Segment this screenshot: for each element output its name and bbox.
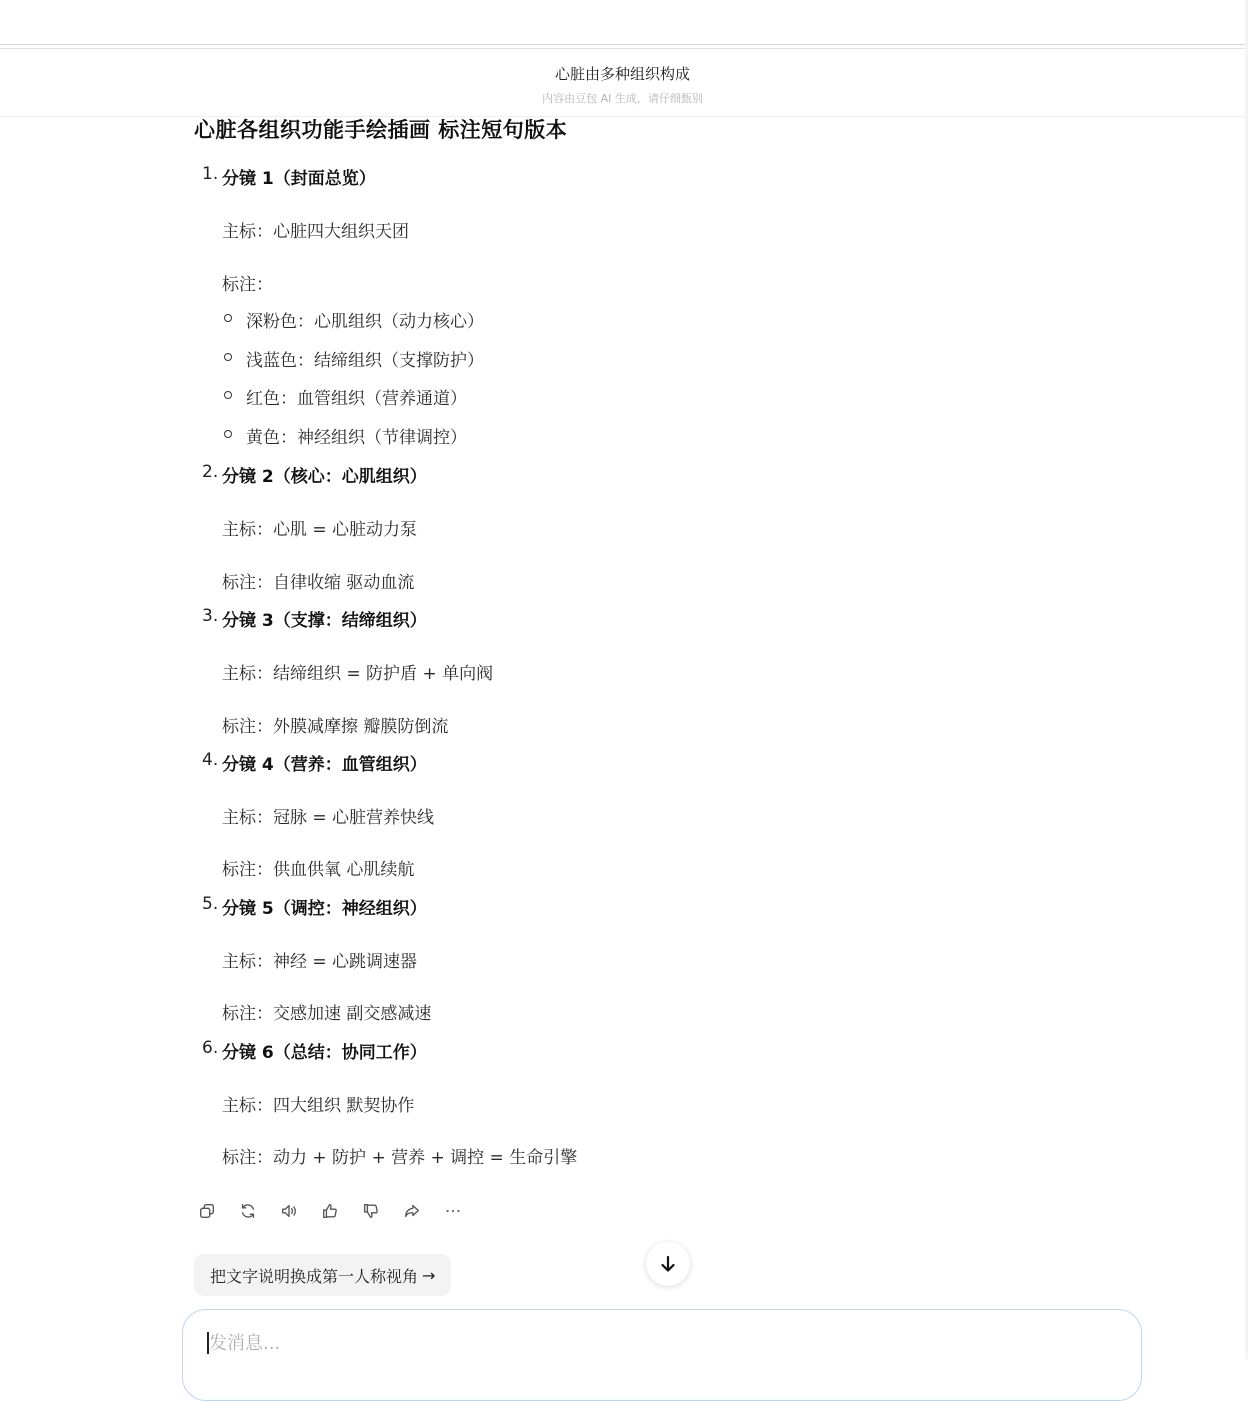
thumbs-down-icon[interactable] [358,1198,384,1224]
message-actions [194,1198,481,1224]
section-title: 分镜 1（封面总览） [222,169,376,189]
section-title: 分镜 5（调控：神经组织） [222,899,427,919]
main-label: 主标：冠脉 = 心脏营养快线 [222,808,435,828]
list-item: 浅蓝色：结缔组织（支撑防护） [246,351,484,371]
scroll-to-bottom-button[interactable] [646,1242,690,1286]
note-label: 标注：外膜减摩擦 瓣膜防倒流 [222,717,449,737]
more-icon[interactable] [440,1198,466,1224]
list-number: 3. [202,606,219,626]
main-label: 主标：心脏四大组织天团 [222,222,409,242]
bullet-icon [224,314,232,322]
regenerate-icon[interactable] [235,1198,261,1224]
document-heading: 心脏各组织功能手绘插画 标注短句版本 [194,118,568,142]
message-input[interactable] [209,1328,1089,1358]
bullet-icon [224,391,232,399]
list-number: 5. [202,894,219,914]
list-item: 深粉色：心肌组织（动力核心） [246,312,484,332]
ai-disclaimer: 内容由豆包 AI 生成，请仔细甄别 [542,92,703,105]
note-label: 标注：供血供氧 心肌续航 [222,860,415,880]
bullet-icon [224,353,232,361]
chat-title[interactable]: 心脏由多种组织构成 [554,65,690,83]
note-label: 标注：自律收缩 驱动血流 [222,573,415,593]
thumbs-up-icon[interactable] [317,1198,343,1224]
list-number: 2. [202,462,219,482]
read-aloud-icon[interactable] [276,1198,302,1224]
suggested-prompt-button[interactable] [194,1254,451,1296]
main-label: 主标：四大组织 默契协作 [222,1096,415,1116]
list-number: 1. [202,164,219,184]
bullet-icon [224,430,232,438]
main-label: 主标：心肌 = 心脏动力泵 [222,520,418,540]
note-label: 标注：动力 + 防护 + 营养 + 调控 = 生命引擎 [222,1148,578,1168]
share-icon[interactable] [399,1198,425,1224]
section-title: 分镜 6（总结：协同工作） [222,1043,427,1063]
section-title: 分镜 3（支撑：结缔组织） [222,611,427,631]
browser-top-bar [0,0,1248,45]
suggested-prompt-label: 把文字说明换成第一人称视角 [210,1266,419,1286]
note-label: 标注： [222,275,273,295]
message-composer[interactable] [182,1309,1142,1401]
list-number: 4. [202,750,219,770]
divider [0,48,1248,49]
list-item: 黄色：神经组织（节律调控） [246,428,467,448]
list-number: 6. [202,1038,219,1058]
chat-header [0,50,1245,117]
list-item: 红色：血管组织（营养通道） [246,389,467,409]
section-title: 分镜 2（核心：心肌组织） [222,467,427,487]
section-title: 分镜 4（营养：血管组织） [222,755,427,775]
main-label: 主标：结缔组织 = 防护盾 + 单向阀 [222,664,494,684]
arrow-down-icon [658,1254,678,1274]
note-label: 标注：交感加速 副交感减速 [222,1004,432,1024]
arrow-right-icon: → [422,1265,436,1285]
main-label: 主标：神经 = 心跳调速器 [222,952,418,972]
copy-icon[interactable] [194,1198,220,1224]
